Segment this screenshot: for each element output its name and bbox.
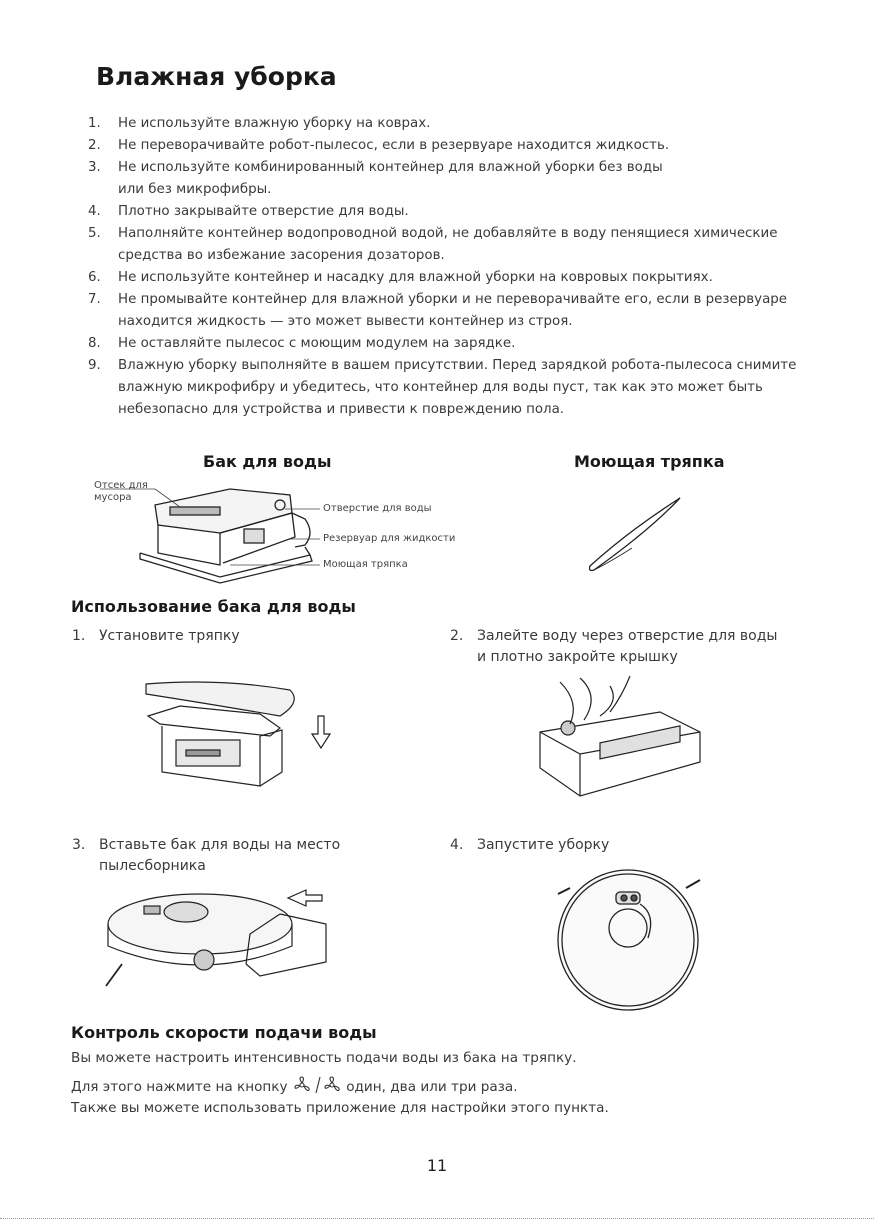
fill-water-illustration [510, 672, 710, 802]
rule-item [88, 355, 818, 421]
rule-text: Не используйте комбинированный контейнер для влажной уборки без воды или без микрофибры. [118, 160, 663, 197]
step-number: 1. [72, 628, 86, 644]
rule-text: Не используйте влажную уборку на коврах. [118, 116, 431, 131]
rule-text: Плотно закрывайте отверстие для воды. [118, 204, 409, 219]
speed-paragraph-2-before: Для этого нажмите на кнопку [71, 1079, 288, 1095]
rule-number: 3. [88, 160, 101, 175]
rule-item [88, 267, 808, 289]
rule-item [88, 223, 808, 267]
page-number: 11 [426, 1156, 448, 1175]
insert-tank-illustration [100, 884, 340, 994]
step-text-line2: и плотно закройте крышку [477, 649, 678, 665]
step-number: 2. [450, 628, 464, 644]
mop-cloth-title: Моющая тряпка [574, 452, 725, 471]
step-text-line1: Запустите уборку [477, 837, 610, 853]
start-cleaning-illustration [544, 868, 714, 1013]
callout-water-hole: Отверстие для воды [323, 503, 432, 514]
callout-reservoir: Резервуар для жидкости [323, 533, 456, 544]
rule-item [88, 113, 808, 135]
install-cloth-illustration [140, 676, 340, 796]
rule-number: 5. [88, 226, 101, 241]
callout-debris-line2: мусора [94, 492, 132, 503]
rule-number: 1. [88, 116, 101, 131]
step-text-line1: Вставьте бак для воды на место [99, 837, 341, 853]
speed-title: Контроль скорости подачи воды [71, 1023, 377, 1042]
rule-item [88, 201, 808, 223]
speed-paragraph-3: Также вы можете использовать приложение для настройки этого пункта. [71, 1100, 609, 1116]
water-tank-title: Бак для воды [203, 452, 332, 471]
rule-number: 2. [88, 138, 101, 153]
page-bottom-divider [0, 1218, 874, 1219]
rule-item [88, 289, 818, 333]
usage-title: Использование бака для воды [71, 597, 356, 616]
rule-text: Не оставляйте пылесос с моющим модулем на зарядке. [118, 336, 516, 351]
mop-cloth-illustration [580, 490, 690, 580]
rule-item [88, 157, 688, 201]
speed-paragraph-2-after: один, два или три раза. [346, 1079, 518, 1095]
rule-text: Влажную уборку выполняйте в вашем присутствии. Перед зарядкой робота-пылесоса снимите влажную микрофибру и убедитесь, что контейнер для воды пуст, так как это может быть небезопасно для устройства и привести к повреждению пола. [118, 358, 797, 417]
usage-step-1 [72, 626, 240, 647]
rule-item [88, 135, 808, 157]
speed-paragraph-2 [71, 1075, 518, 1099]
rule-text: Не используйте контейнер и насадку для влажной уборки на ковровых покрытиях. [118, 270, 713, 285]
usage-step-4 [450, 835, 609, 856]
step-number: 4. [450, 837, 464, 853]
callout-debris-line1: Отсек для [94, 480, 148, 491]
step-text-line2: пылесборника [99, 858, 206, 874]
rule-number: 9. [88, 358, 101, 373]
rule-number: 8. [88, 336, 101, 351]
step-number: 3. [72, 837, 86, 853]
page-title: Влажная уборка [96, 62, 337, 91]
usage-step-3 [72, 835, 340, 877]
rule-number: 4. [88, 204, 101, 219]
usage-step-2 [450, 626, 777, 668]
speed-paragraph-1: Вы можете настроить интенсивность подачи воды из бака на тряпку. [71, 1050, 577, 1066]
step-text-line1: Залейте воду через отверстие для воды [477, 628, 778, 644]
rule-text: Не промывайте контейнер для влажной уборки и не переворачивайте его, если в резервуаре находится жидкость — это может вывести контейнер из строя. [118, 292, 788, 329]
rule-number: 7. [88, 292, 101, 307]
rule-text: Наполняйте контейнер водопроводной водой, не добавляйте в воду пенящиеся химические средства во избежание засорения дозаторов. [118, 226, 778, 263]
rule-item [88, 333, 808, 355]
step-text-line1: Установите тряпку [99, 628, 240, 644]
rule-text: Не переворачивайте робот-пылесос, если в резервуаре находится жидкость. [118, 138, 670, 153]
rule-number: 6. [88, 270, 101, 285]
callout-cloth: Моющая тряпка [323, 559, 408, 570]
rules-list [88, 113, 808, 421]
fan-water-button-icon [292, 1075, 342, 1099]
